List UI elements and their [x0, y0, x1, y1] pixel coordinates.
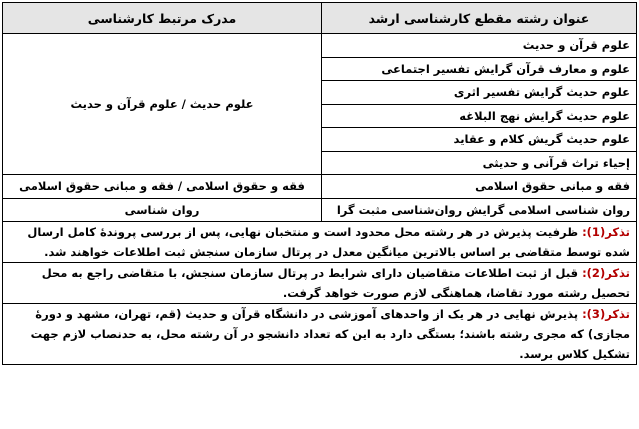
table-row	[3, 34, 637, 58]
major-cell: علوم حدیث گرایش نهج البلاغه	[322, 104, 637, 128]
major-cell: علوم و معارف قرآن گرایش تفسیر اجتماعی	[322, 57, 637, 81]
major-cell: علوم حدیث گرایش تفسیر اثری	[322, 81, 637, 105]
note-1	[3, 222, 637, 263]
major-cell: فقه و مبانی حقوق اسلامی	[322, 175, 637, 199]
note-row	[3, 304, 637, 365]
note-text: پذیرش نهایی در هر یک از واحدهای آموزشی در دانشگاه قرآن و حدیث (قم، تهران، مشهد و دورۀ مجازی) که مجری رشته باشند؛ بستگی دارد به این که تعداد دانشجو در آن رشته محل، به حدنصاب لازم جهت تشکیل کلاس برسد.	[30, 307, 630, 361]
table-row	[3, 198, 637, 222]
note-label: تذکر(2):	[582, 266, 630, 280]
note-text: ظرفیت پذیرش در هر رشته محل محدود است و منتخبان نهایی، پس از بررسی پروندۀ کامل ارسال شده توسط متقاضی بر اساس بالاترین میانگین معدل در پرتال سازمان سنجش ثبت اطلاعات خواهند شد.	[27, 225, 630, 259]
header-major: عنوان رشته مقطع کارشناسی ارشد	[322, 3, 637, 34]
degree-cell: روان شناسی	[3, 198, 322, 222]
note-2	[3, 263, 637, 304]
major-cell: علوم حدیث گریش کلام و عقاید	[322, 128, 637, 152]
note-row	[3, 222, 637, 263]
note-label: تذکر(1):	[582, 225, 630, 239]
admission-table-wrapper	[2, 2, 636, 365]
table-header-row	[3, 3, 637, 34]
degree-cell: علوم حدیث / علوم قرآن و حدیث	[3, 34, 322, 175]
table-row	[3, 175, 637, 199]
degree-cell: فقه و حقوق اسلامی / فقه و مبانی حقوق اسلامی	[3, 175, 322, 199]
header-degree: مدرک مرتبط کارشناسی	[3, 3, 322, 34]
note-label: تذکر(3):	[582, 307, 630, 321]
note-3	[3, 304, 637, 365]
note-row	[3, 263, 637, 304]
majors-table	[2, 2, 637, 365]
note-text: قبل از ثبت اطلاعات متقاضیان دارای شرایط در پرتال سازمان سنجش، با متقاضی راجع به محل تحصیل رشته مورد تقاضا، هماهنگی لازم صورت خواهد گرفت.	[41, 266, 630, 300]
major-cell: إحیاء تراث قرآنی و حدیثی	[322, 151, 637, 175]
major-cell: علوم قرآن و حدیث	[322, 34, 637, 58]
major-cell: روان شناسی اسلامی گرایش روان‌شناسی مثبت گرا	[322, 198, 637, 222]
